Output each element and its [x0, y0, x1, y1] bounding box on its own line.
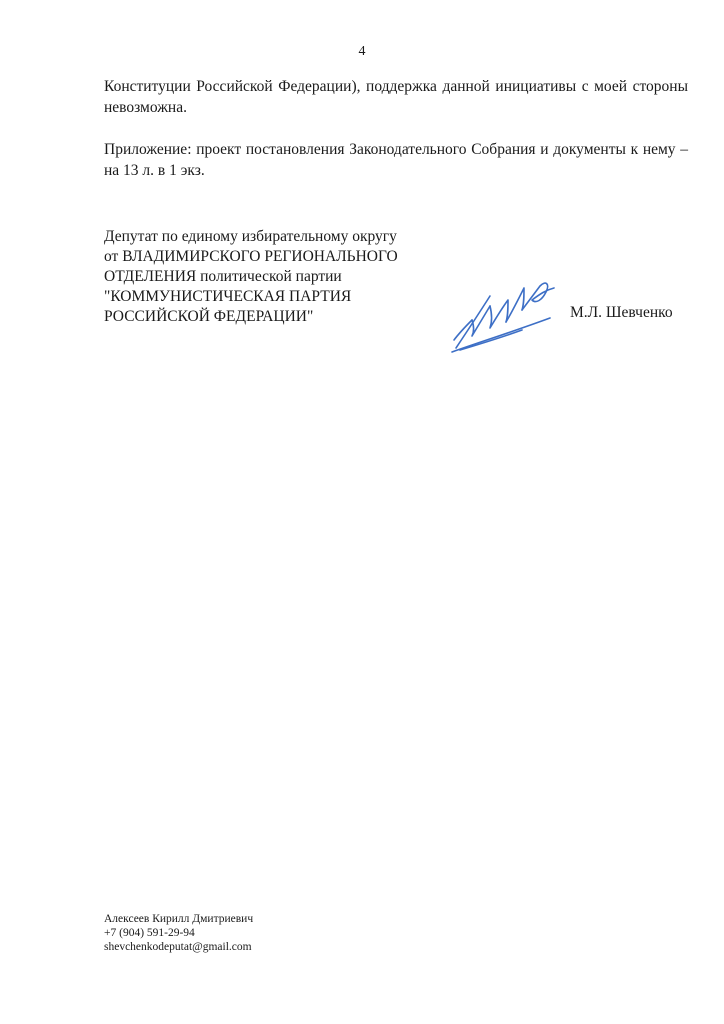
signer-name: М.Л. Шевченко: [570, 304, 673, 321]
signature-stroke: [522, 283, 554, 310]
signature-title-line: ОТДЕЛЕНИЯ политической партии: [104, 268, 342, 285]
signature-title-line: от ВЛАДИМИРСКОГО РЕГИОНАЛЬНОГО: [104, 248, 398, 265]
signature-title-line: РОССИЙСКОЙ ФЕДЕРАЦИИ": [104, 308, 314, 325]
contact-block: [104, 912, 253, 954]
signature-stroke: [452, 318, 550, 352]
signature-block-title: [104, 227, 464, 327]
signature-stroke: [490, 300, 508, 328]
contact-email: shevchenkodeputat@gmail.com: [104, 941, 252, 953]
signature-title-line: "КОММУНИСТИЧЕСКАЯ ПАРТИЯ: [104, 288, 352, 305]
signature-title-line: Депутат по единому избирательному округу: [104, 228, 397, 245]
page-number: 4: [358, 44, 366, 59]
handwritten-signature: [450, 270, 560, 354]
body-paragraph-attachment: Приложение: проект постановления Законодательного Собрания и документы к нему – на 13 л. в 1 экз.: [104, 141, 688, 179]
body-paragraph-conclusion: Конституции Российской Федерации), поддержка данной инициативы с моей стороны невозможна.: [104, 78, 688, 116]
contact-name: Алексеев Кирилл Дмитриевич: [104, 913, 254, 925]
contact-phone: +7 (904) 591-29-94: [104, 927, 195, 939]
signature-stroke: [460, 330, 522, 350]
